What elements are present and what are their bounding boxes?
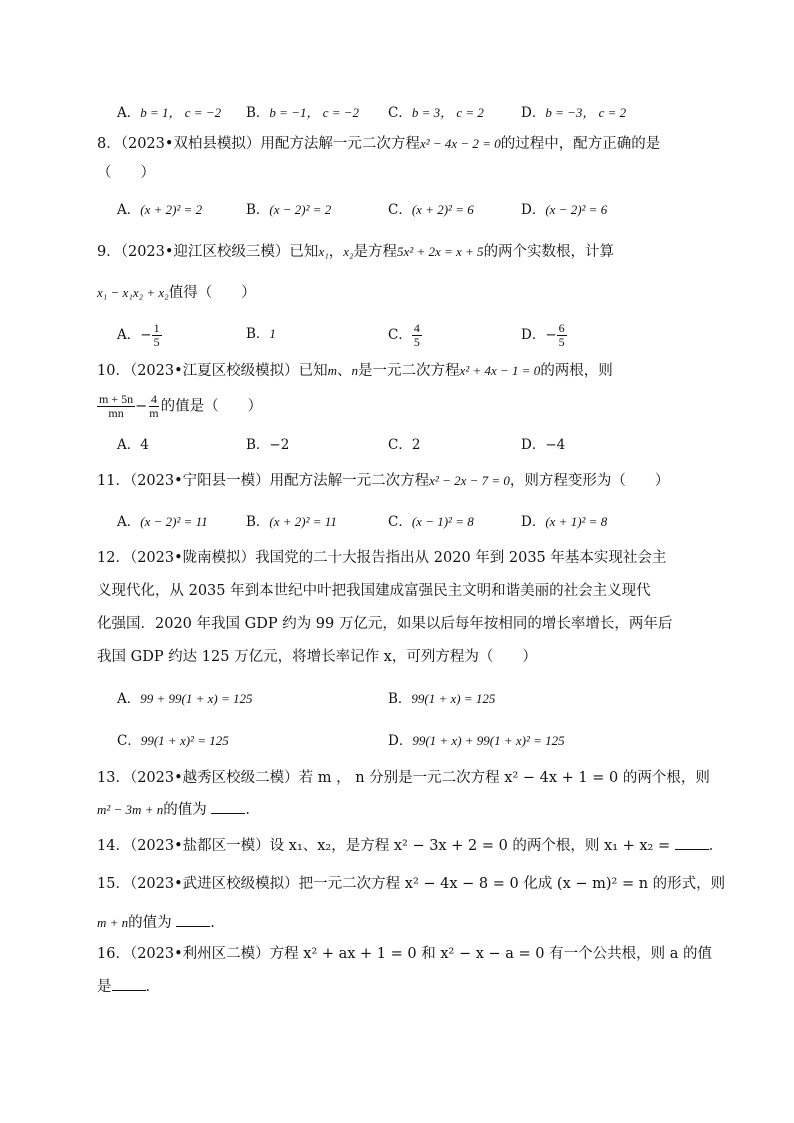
fraction: $\frac{4}{m}$ [149, 392, 159, 420]
answer-blank [211, 799, 245, 814]
q8-stem: 8．（2023•双柏县模拟）用配方法解一元二次方程x² − 4x − 2 = 0的过程中，配方正确的是 [97, 136, 661, 152]
q15-stem-2: m + n的值为 ． [97, 912, 704, 933]
fraction: $\frac{6}{5}$ [558, 321, 565, 349]
q11-option-b: B．(x + 2)² = 11 [246, 514, 337, 530]
q10-option-c: C．2 [388, 437, 421, 453]
q10-stem-2: $\frac{m + 5n}{mn}$ − $\frac{4}{m}$ 的值是（ ） [99, 392, 263, 420]
q10-option-a: A．4 [117, 437, 149, 453]
answer-blank [112, 976, 146, 991]
q15-stem: 15．（2023•武进区校级模拟）把一元二次方程 x² − 4x − 8 = 0 化成 (x − m)² = n 的形式，则 [97, 876, 726, 892]
q8-option-a: A．(x + 2)² = 2 [117, 202, 203, 218]
q16-stem: 16．（2023•利州区二模）方程 x² + ax + 1 = 0 和 x² − x − a = 0 有一个公共根，则 a 的值 [97, 946, 712, 962]
q8-paren: （ ） [97, 165, 155, 181]
q13-stem-2: m² − 3m + n的值为 ． [97, 799, 704, 820]
q12-stem-1: 12．（2023•陇南模拟）我国党的二十大报告指出从 2020 年到 2035 年基本实现社会主 [97, 550, 667, 566]
q8-option-b: B．(x − 2)² = 2 [246, 202, 332, 218]
q7-option-b: B．b = −1， c = −2 [246, 105, 360, 121]
q8-option-d: D．(x − 2)² = 6 [521, 202, 608, 218]
q12-option-a: A．99 + 99(1 + x) = 125 [117, 691, 253, 707]
q12-option-c: C．99(1 + x)² = 125 [117, 733, 229, 749]
q9-option-b: B．1 [246, 326, 276, 342]
fraction: $\frac{m + 5n}{mn}$ [99, 392, 134, 420]
q8-option-c: C．(x + 2)² = 6 [388, 202, 474, 218]
q11-stem: 11．（2023•宁阳县一模）用配方法解一元二次方程x² − 2x − 7 = 0，则方程变形为（ ） [97, 473, 670, 489]
q9-option-c: C． $\frac{4}{5}$ [388, 321, 420, 349]
q12-option-d: D．99(1 + x) + 99(1 + x)² = 125 [388, 733, 565, 749]
answer-blank [176, 912, 210, 927]
q7-option-a: A．b = 1， c = −2 [117, 105, 222, 121]
q10-stem: 10．（2023•江夏区校级模拟）已知m、n是一元二次方程x² + 4x − 1 = 0的两根，则 [97, 363, 613, 379]
q11-option-d: D．(x + 1)² = 8 [521, 514, 608, 530]
q14-stem: 14．（2023•盐都区一模）设 x₁、x₂，是方程 x² − 3x + 2 = 0 的两个根，则 x₁ + x₂ = ． [97, 835, 704, 856]
q11-option-c: C．(x − 1)² = 8 [388, 514, 474, 530]
q12-option-b: B．99(1 + x) = 125 [388, 691, 496, 707]
q16-stem-2: 是 ． [97, 976, 704, 997]
q12-stem-4: 我国 GDP 约达 125 万亿元，将增长率记作 x，可列方程为（ ） [97, 649, 537, 665]
q9-stem: 9．（2023•迎江区校级三模）已知x₁，x₂是方程5x² + 2x = x + 5的两个实数根，计算 [97, 244, 615, 260]
q9-option-d: D．− $\frac{6}{5}$ [521, 321, 565, 349]
q9-stem-2: x₁ − x₁x₂ + x₂值得（ ） [97, 285, 256, 301]
q10-option-d: D．−4 [521, 437, 566, 453]
q10-option-b: B．−2 [246, 437, 290, 453]
answer-blank [675, 835, 709, 850]
q12-stem-3: 化强国．2020 年我国 GDP 约为 99 万亿元，如果以后每年按相同的增长率增长，两年后 [97, 616, 673, 632]
q7-option-c: C．b = 3， c = 2 [388, 105, 484, 121]
q11-option-a: A．(x − 2)² = 11 [117, 514, 208, 530]
q7-option-d: D．b = −3， c = 2 [521, 105, 627, 121]
fraction: $\frac{4}{5}$ [413, 321, 420, 349]
q9-option-a: A．− $\frac{1}{5}$ [117, 321, 160, 349]
fraction: $\frac{1}{5}$ [153, 321, 160, 349]
q13-stem: 13．（2023•越秀区校级二模）若 m ， n 分别是一元二次方程 x² − 4x + 1 = 0 的两个根，则 [97, 770, 710, 786]
q12-stem-2: 义现代化，从 2035 年到本世纪中叶把我国建成富强民主文明和谐美丽的社会主义现代 [97, 583, 651, 599]
